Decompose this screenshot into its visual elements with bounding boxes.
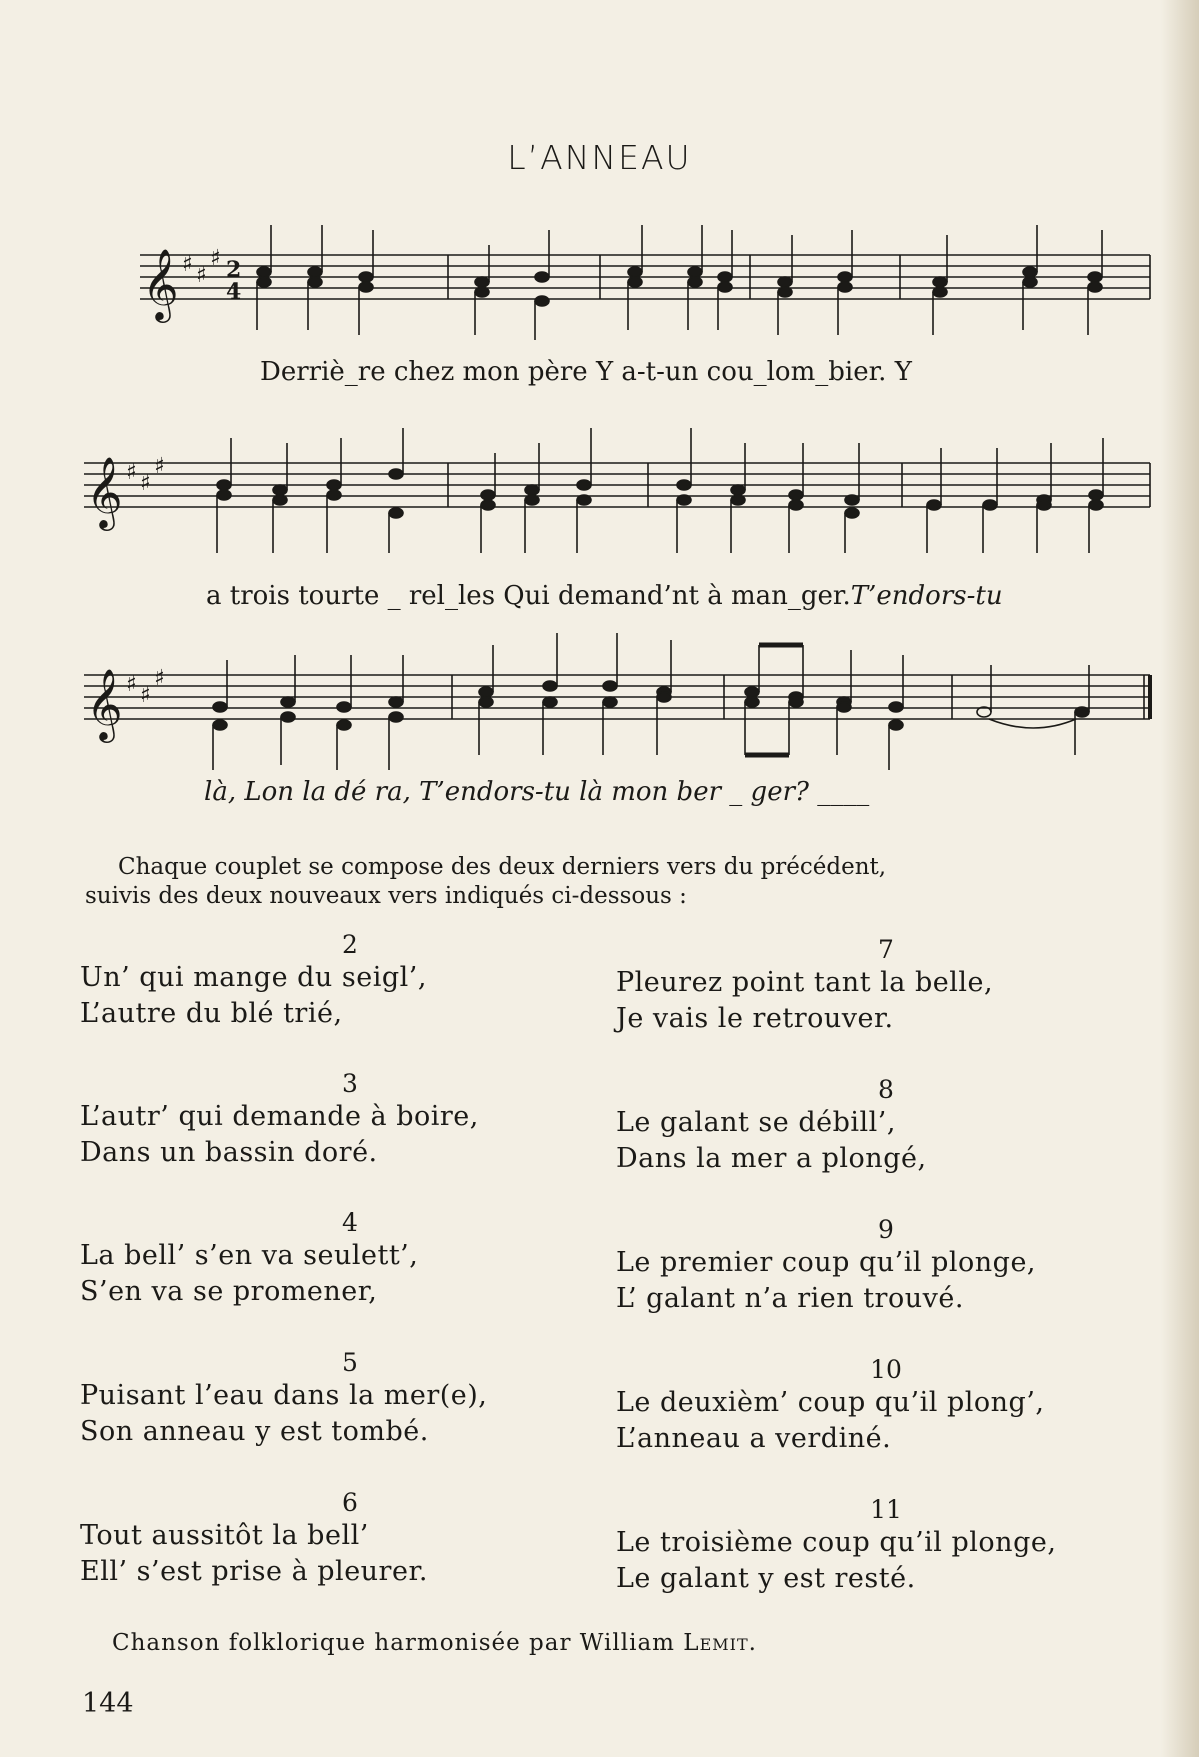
sharp-icon: ♯ bbox=[140, 471, 151, 496]
sharp-icon: ♯ bbox=[182, 252, 193, 277]
stanza-line: L’autr’ qui demande à boire, bbox=[80, 1101, 479, 1132]
stanza-line: Tout aussitôt la bell’ bbox=[80, 1520, 369, 1551]
stanza-line: Un’ qui mange du seigl’, bbox=[80, 962, 427, 993]
stanza-3 bbox=[80, 1069, 620, 1171]
song-title: L’ANNEAU bbox=[507, 138, 692, 177]
stanza-number: 7 bbox=[878, 935, 894, 964]
lyrics-line-2-italic: T’endors-tu bbox=[850, 581, 1003, 611]
time-signature-top: 2 bbox=[226, 257, 242, 283]
stanza-2 bbox=[80, 930, 620, 1032]
notes-system-2 bbox=[217, 428, 1103, 553]
lyrics-line-2 bbox=[206, 581, 1003, 611]
stanza-line: Son anneau y est tombé. bbox=[80, 1416, 429, 1447]
sharp-icon: ♯ bbox=[126, 460, 137, 485]
stanza-number: 6 bbox=[342, 1488, 358, 1517]
treble-clef-icon: 𝄞 bbox=[86, 455, 123, 528]
stanza-line: La bell’ s’en va seulett’, bbox=[80, 1240, 419, 1271]
treble-clef-icon: 𝄞 bbox=[86, 667, 123, 740]
stanza-number: 3 bbox=[342, 1069, 358, 1098]
stanza-4 bbox=[80, 1208, 620, 1310]
stanza-number: 10 bbox=[870, 1355, 902, 1384]
couplet-instruction bbox=[85, 853, 1155, 911]
stanza-5 bbox=[80, 1348, 620, 1450]
stanza-6 bbox=[80, 1488, 620, 1590]
stanza-line: Je vais le retrouver. bbox=[616, 1003, 894, 1034]
song-credit bbox=[112, 1630, 757, 1656]
stanza-line: Le galant se débill’, bbox=[616, 1107, 896, 1138]
music-system-1 bbox=[140, 225, 1160, 387]
stanza-line: L’ galant n’a rien trouvé. bbox=[616, 1283, 964, 1314]
stanza-line: S’en va se promener, bbox=[80, 1276, 378, 1307]
credit-author: Lemit. bbox=[683, 1630, 757, 1656]
stanza-7 bbox=[616, 935, 1156, 1037]
stanza-line: Le galant y est resté. bbox=[616, 1563, 916, 1594]
lyrics-line-3: là, Lon la dé ra, T’endors-tu là mon ber _ ger? ____ bbox=[204, 777, 870, 807]
page-edge-shadow bbox=[1161, 0, 1199, 1757]
instruction-line-2: suivis des deux nouveaux vers indiqués ci-dessous : bbox=[85, 883, 687, 909]
staff-3 bbox=[84, 645, 1160, 785]
page-number: 144 bbox=[82, 1688, 134, 1719]
sharp-icon: ♯ bbox=[154, 666, 165, 691]
stanza-line: Le deuxièm’ coup qu’il plong’, bbox=[616, 1387, 1045, 1418]
music-system-3 bbox=[84, 645, 1160, 815]
sharp-icon: ♯ bbox=[140, 683, 151, 708]
stanza-line: Dans la mer a plongé, bbox=[616, 1143, 927, 1174]
stanza-11 bbox=[616, 1495, 1156, 1597]
stanza-line: Puisant l’eau dans la mer(e), bbox=[80, 1380, 488, 1411]
stanza-line: L’anneau a verdiné. bbox=[616, 1423, 892, 1454]
stanza-9 bbox=[616, 1215, 1156, 1317]
stanza-line: Le premier coup qu’il plonge, bbox=[616, 1247, 1037, 1278]
notes-system-1 bbox=[257, 225, 1102, 340]
stanza-number: 11 bbox=[870, 1495, 902, 1524]
stanza-number: 4 bbox=[342, 1208, 358, 1237]
lyrics-line-1: Derriè_re chez mon père Y a-t-un cou_lom_bier. Y bbox=[260, 357, 912, 387]
stanza-number: 2 bbox=[342, 930, 358, 959]
instruction-line-1: Chaque couplet se compose des deux derniers vers du précédent, bbox=[118, 854, 887, 880]
music-system-2 bbox=[84, 433, 1160, 611]
stanza-number: 5 bbox=[342, 1348, 358, 1377]
sharp-icon: ♯ bbox=[154, 454, 165, 479]
stanza-number: 8 bbox=[878, 1075, 894, 1104]
credit-text: Chanson folklorique harmonisée par William bbox=[112, 1630, 684, 1656]
stanza-line: Dans un bassin doré. bbox=[80, 1137, 378, 1168]
notes-system-3 bbox=[213, 633, 1089, 770]
stanza-8 bbox=[616, 1075, 1156, 1177]
sharp-icon: ♯ bbox=[210, 246, 221, 271]
stanza-line: Ell’ s’est prise à pleurer. bbox=[80, 1556, 428, 1587]
stanza-line: Pleurez point tant la belle, bbox=[616, 967, 994, 998]
time-signature-bottom: 4 bbox=[226, 279, 242, 305]
staff-1 bbox=[140, 225, 1160, 355]
stanza-number: 9 bbox=[878, 1215, 894, 1244]
stanza-line: Le troisième coup qu’il plonge, bbox=[616, 1527, 1057, 1558]
sharp-icon: ♯ bbox=[196, 263, 207, 288]
sharp-icon: ♯ bbox=[126, 672, 137, 697]
treble-clef-icon: 𝄞 bbox=[142, 247, 179, 320]
lyrics-line-2-upright: a trois tourte _ rel_les Qui demand’nt à man_ger. bbox=[206, 581, 851, 611]
stanza-10 bbox=[616, 1355, 1156, 1457]
stanza-line: L’autre du blé trié, bbox=[80, 998, 343, 1029]
staff-2 bbox=[84, 433, 1160, 573]
